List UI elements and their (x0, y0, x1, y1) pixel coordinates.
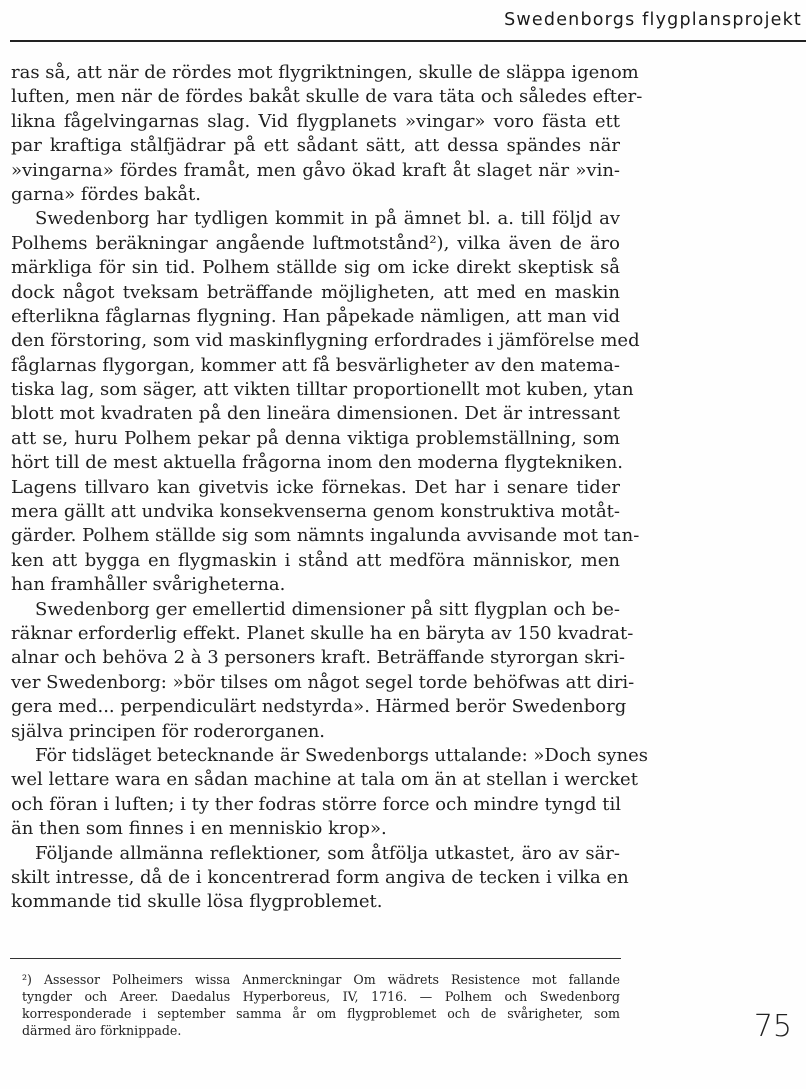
text-line: luften, men när de fördes bakåt skulle de vara täta och således efter- (11, 86, 643, 108)
text-line: än then som finnes i en menniskio krop». (11, 818, 387, 840)
footnote-line: tyngder och Areer. Daedalus Hyperboreus, IV, 1716. — Polhem och Swedenborg (22, 989, 620, 1004)
text-line: och föran i luften; i ty ther fodras större force och mindre tyngd til (11, 793, 621, 815)
text-line: efterlikna fåglarnas flygning. Han påpekade nämligen, att man vid (11, 305, 620, 327)
text-line: att se, huru Polhem pekar på denna viktiga problemställning, som (11, 427, 620, 449)
text-line: hört till de mest aktuella frågorna inom den moderna flygtekniken. (11, 452, 624, 474)
text-line: den förstoring, som vid maskinflygning erfordrades i jämförelse med (11, 330, 640, 352)
text-line: Swedenborg ger emellertid dimensioner på sitt flygplan och be- (35, 598, 620, 620)
text-line: alnar och behöva 2 à 3 personers kraft. Beträffande styrorgan skri- (11, 647, 625, 669)
running-header: Swedenborgs flygplansprojekt (504, 10, 802, 30)
text-line: han framhåller svårigheterna. (11, 574, 286, 596)
footnote-line: ²) Assessor Polheimers wissa Anmerckningar Om wädrets Resistence mot fallande (22, 972, 620, 987)
text-line: dock något tveksam beträffande möjligheten, att med en maskin (11, 281, 620, 303)
header-rule (10, 40, 806, 42)
footnote-rule (10, 958, 621, 959)
text-line: gera med... perpendiculärt nedstyrda». Härmed berör Swedenborg (11, 696, 627, 718)
text-line: tiska lag, som säger, att vikten tilltar proportionellt mot kuben, ytan (11, 379, 634, 401)
text-line: »vingarna» fördes framåt, men gåvo ökad kraft åt slaget när »vin- (11, 159, 620, 181)
text-line: märkliga för sin tid. Polhem ställde sig om icke direkt skeptisk så (11, 257, 620, 279)
text-line: gärder. Polhem ställde sig som nämnts ingalunda avvisande mot tan- (11, 525, 640, 547)
text-line: par kraftiga stålfjädrar på ett sådant sätt, att dessa spändes när (11, 135, 620, 157)
text-line: räknar erforderlig effekt. Planet skulle ha en bäryta av 150 kvadrat- (11, 622, 634, 644)
text-line: Lagens tillvaro kan givetvis icke förnekas. Det har i senare tider (11, 476, 620, 498)
text-line: ken att bygga en flygmaskin i stånd att medföra människor, men (11, 549, 620, 571)
text-line: ver Swedenborg: »bör tilses om något segel torde behöfwas att diri- (11, 671, 635, 693)
text-line: skilt intresse, då de i koncentrerad form angiva de tecken i vilka en (11, 866, 629, 888)
text-line: Följande allmänna reflektioner, som åtfölja utkastet, äro av sär- (35, 842, 620, 864)
text-line: blott mot kvadraten på den lineära dimensionen. Det är intressant (11, 403, 620, 425)
text-line: kommande tid skulle lösa flygproblemet. (11, 891, 383, 913)
text-line: mera gällt att undvika konsekvenserna genom konstruktiva motåt- (11, 501, 620, 523)
text-line: fåglarnas flygorgan, kommer att få besvärligheter av den matema- (11, 354, 620, 376)
text-line: wel lettare wara en sådan machine at tala om än at stellan i wercket (11, 769, 638, 791)
text-line: likna fågelvingarnas slag. Vid flygplanets »vingar» voro fästa ett (11, 110, 620, 132)
text-line: För tidsläget betecknande är Swedenborgs uttalande: »Doch synes (35, 744, 648, 766)
footnote-line: därmed äro förknippade. (22, 1023, 182, 1038)
text-line: Swedenborg har tydligen kommit in på ämnet bl. a. till följd av (35, 208, 620, 230)
main-text (0, 61, 651, 915)
footnote-line: korresponderade i september samma år om flygproblemet och de svårigheter, som (22, 1006, 620, 1021)
text-line: Polhems beräkningar angående luftmotstånd²), vilka även de äro (11, 232, 620, 254)
text-line: ras så, att när de rördes mot flygriktningen, skulle de släppa igenom (11, 62, 639, 83)
text-line: själva principen för roderorganen. (11, 720, 326, 742)
text-line: garna» fördes bakåt. (11, 183, 202, 205)
page-number: 75 (753, 1009, 792, 1044)
footnote (22, 971, 620, 1039)
